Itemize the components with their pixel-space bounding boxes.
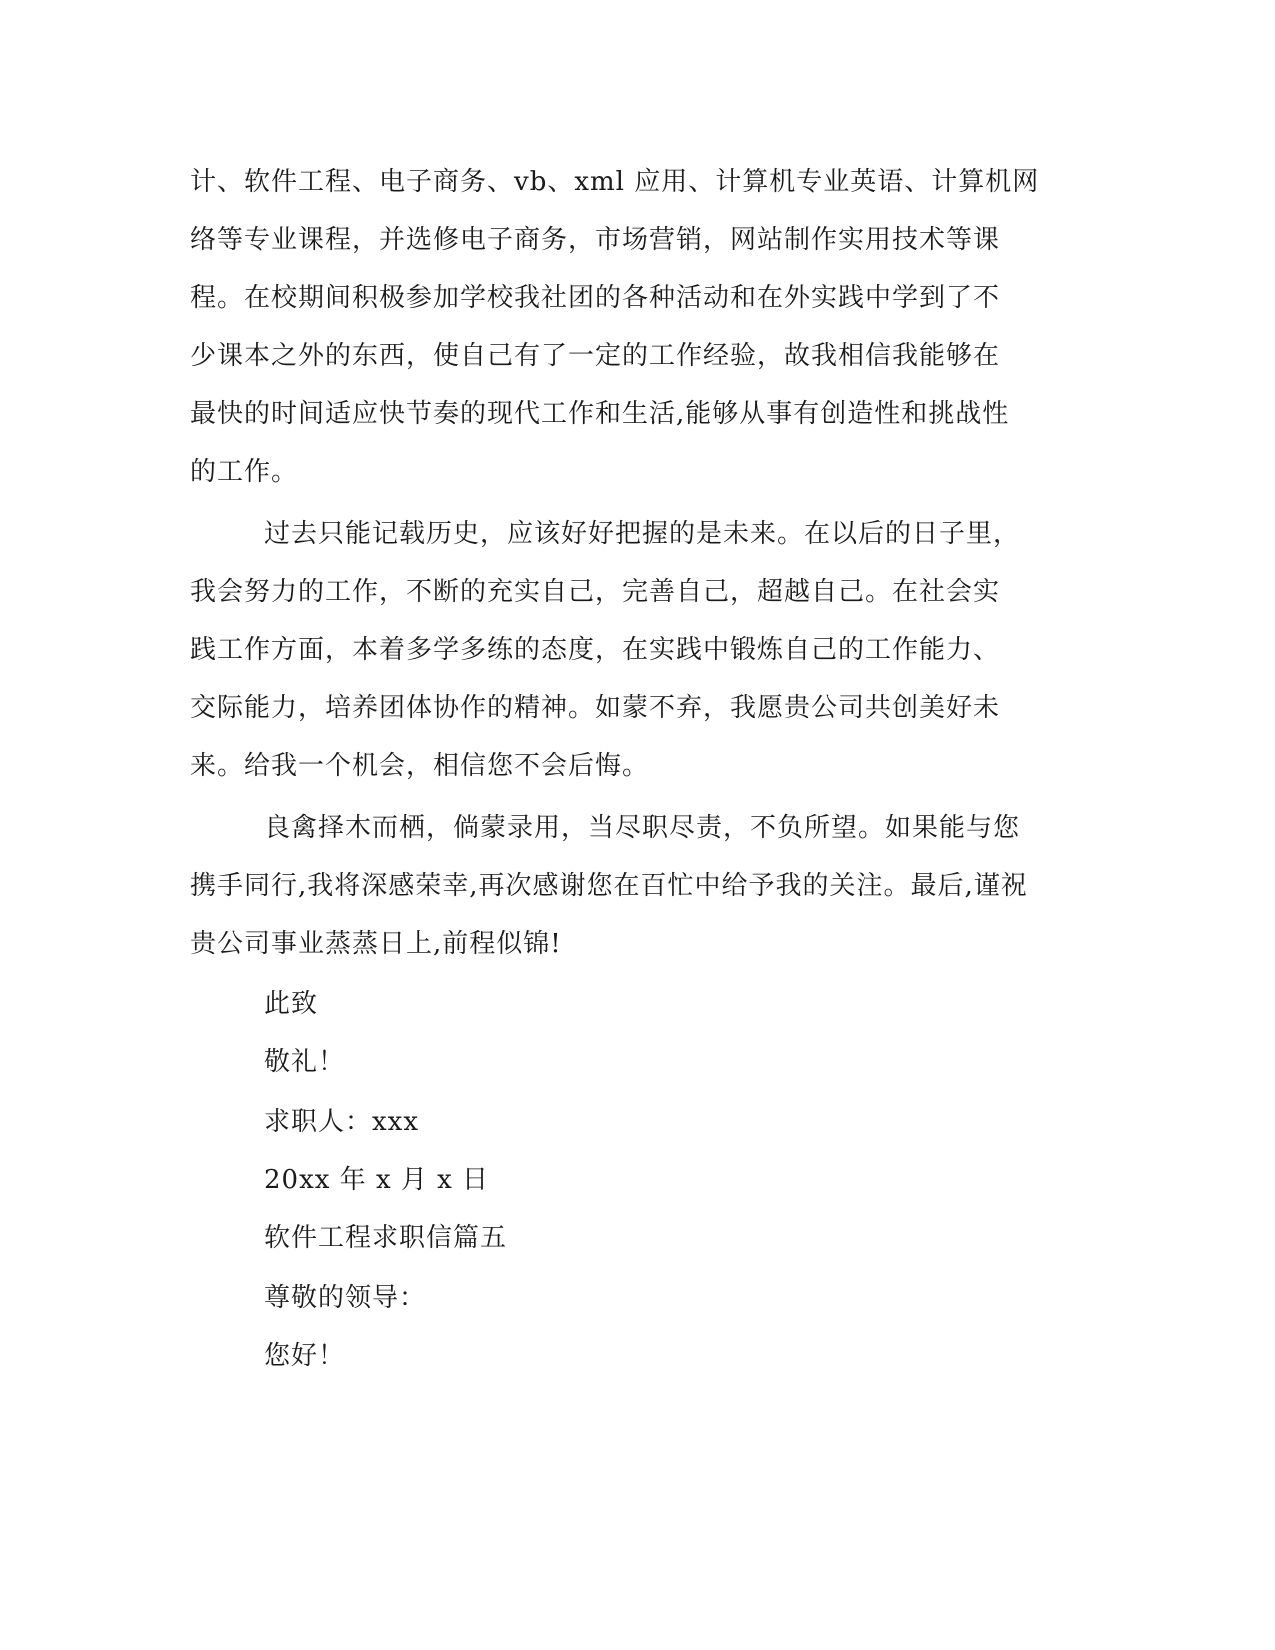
paragraph-2-line-2: 我会努力的工作，不断的充实自己，完善自己，超越自己。在社会实 <box>190 577 1001 607</box>
paragraph-1-line-4: 少课本之外的东西，使自己有了一定的工作经验，故我相信我能够在 <box>190 341 1001 371</box>
paragraph-3-line-2: 携手同行,我将深感荣幸,再次感谢您在百忙中给予我的关注。最后,谨祝 <box>190 871 1028 901</box>
greeting-text: 尊敬的领导： <box>264 1283 427 1313</box>
next-letter-title: 软件工程求职信篇五 <box>264 1223 508 1253</box>
paragraph-1-line-2: 络等专业课程，并选修电子商务，市场营销，网站制作实用技术等课 <box>190 225 1001 255</box>
paragraph-1-line-5: 最快的时间适应快节奏的现代工作和生活,能够从事有创造性和挑战性 <box>190 399 1010 429</box>
paragraph-1-line-3: 程。在校期间积极参加学校我社团的各种活动和在外实践中学到了不 <box>190 283 1001 313</box>
paragraph-2-line-3: 践工作方面，本着多学多练的态度，在实践中锻炼自己的工作能力、 <box>190 635 1001 665</box>
paragraph-1-line-1: 计、软件工程、电子商务、vb、xml 应用、计算机专业英语、计算机网 <box>190 167 1040 197</box>
paragraph-3-line-3: 贵公司事业蒸蒸日上,前程似锦! <box>190 929 562 959</box>
paragraph-2-line-1: 过去只能记载历史，应该好好把握的是未来。在以后的日子里， <box>264 519 1021 549</box>
paragraph-2-line-4: 交际能力，培养团体协作的精神。如蒙不弃，我愿贵公司共创美好未 <box>190 693 1001 723</box>
paragraph-3-line-1: 良禽择木而栖，倘蒙录用，当尽职尽责，不负所望。如果能与您 <box>264 813 1021 843</box>
paragraph-2-line-5: 来。给我一个机会，相信您不会后悔。 <box>190 751 650 781</box>
applicant-name: 求职人：xxx <box>264 1107 419 1137</box>
paragraph-1-line-6: 的工作。 <box>190 457 299 487</box>
letter-date: 20xx 年 x 月 x 日 <box>264 1165 490 1195</box>
closing-text: 此致 <box>264 989 319 1019</box>
salute-text: 敬礼！ <box>264 1047 346 1077</box>
hello-text: 您好！ <box>264 1341 346 1371</box>
